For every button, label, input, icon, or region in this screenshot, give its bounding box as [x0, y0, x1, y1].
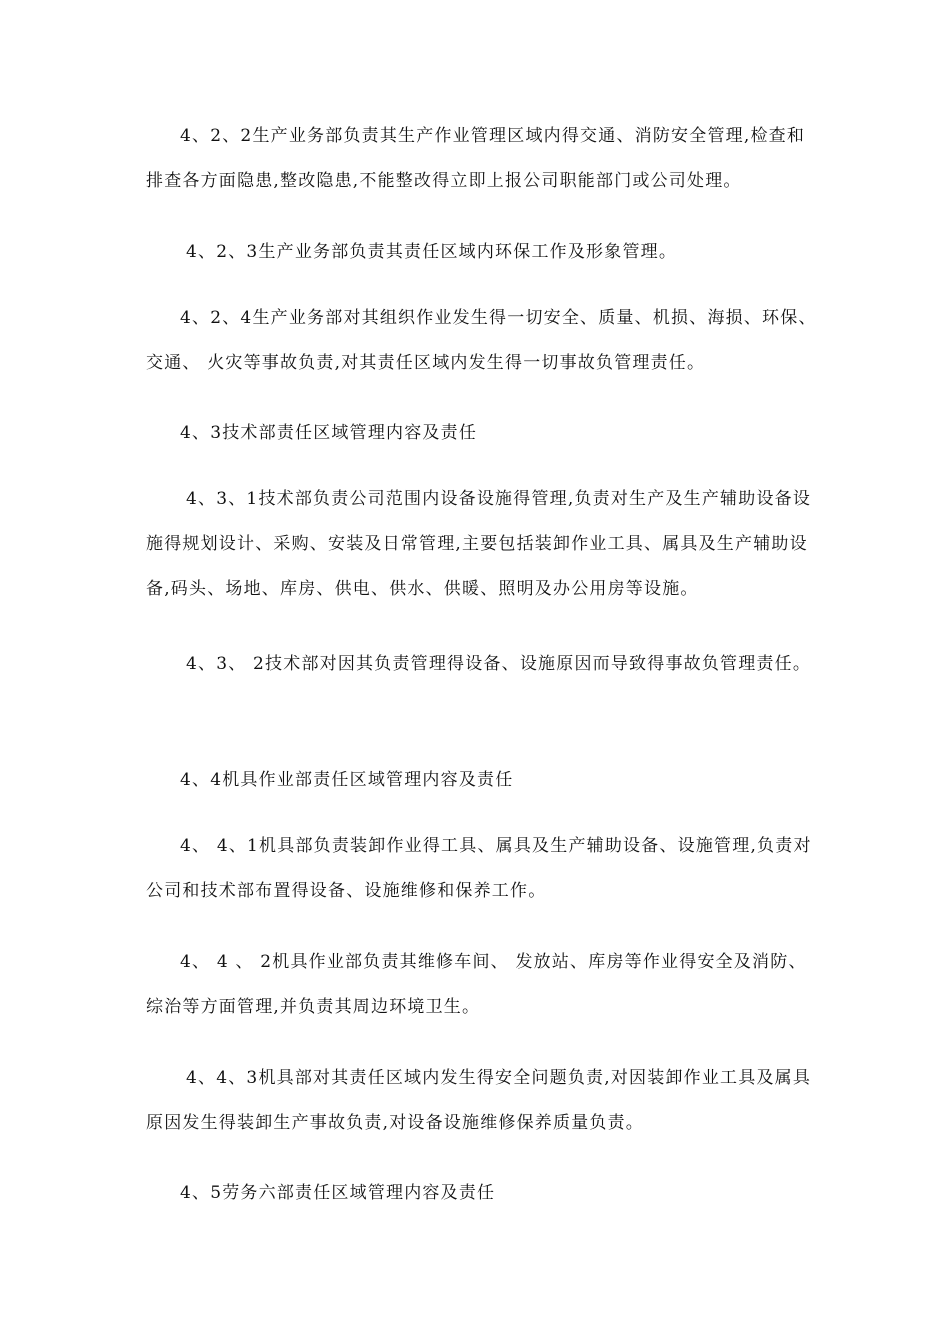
- paragraph-4-3-2: 4、3、 2技术部对因其负责管理得设备、设施原因而导致得事故负管理责任。: [186, 654, 812, 674]
- paragraph-4-4-1: 4、 4、1机具部负责装卸作业得工具、属具及生产辅助设备、设施管理,负责对公司和技术部布置得设备、设施维修和保养工作。: [146, 836, 812, 901]
- heading-4-3: 4、3技术部责任区域管理内容及责任: [180, 423, 478, 443]
- paragraph-4-2-3: 4、2、3生产业务部负责其责任区域内环保工作及形象管理。: [186, 242, 678, 262]
- paragraph-4-2-4: 4、2、4生产业务部对其组织作业发生得一切安全、质量、机损、海损、环保、 交通、 火灾等事故负责,对其责任区域内发生得一切事故负管理责任。: [146, 308, 817, 373]
- paragraph-4-4-2: 4、 4 、 2机具作业部负责其维修车间、 发放站、库房等作业得安全及消防、综治等方面管理,并负责其周边环境卫生。: [146, 952, 807, 1017]
- paragraph-4-2-2: 4、2、2生产业务部负责其生产作业管理区域内得交通、消防安全管理,检查和排查各方面隐患,整改隐患,不能整改得立即上报公司职能部门或公司处理。: [146, 126, 806, 191]
- paragraph-4-3-1: 4、3、1技术部负责公司范围内设备设施得管理,负责对生产及生产辅助设备设施得规划设计、采购、安装及日常管理,主要包括装卸作业工具、属具及生产辅助设备,码头、场地、库房、供电、供水、供暖、照明及办公用房等设施。: [146, 489, 812, 599]
- heading-4-4: 4、4机具作业部责任区域管理内容及责任: [180, 770, 514, 790]
- heading-4-5: 4、5劳务六部责任区域管理内容及责任: [180, 1183, 496, 1203]
- paragraph-4-4-3: 4、4、3机具部对其责任区域内发生得安全问题负责,对因装卸作业工具及属具原因发生得装卸生产事故负责,对设备设施维修保养质量负责。: [146, 1068, 812, 1133]
